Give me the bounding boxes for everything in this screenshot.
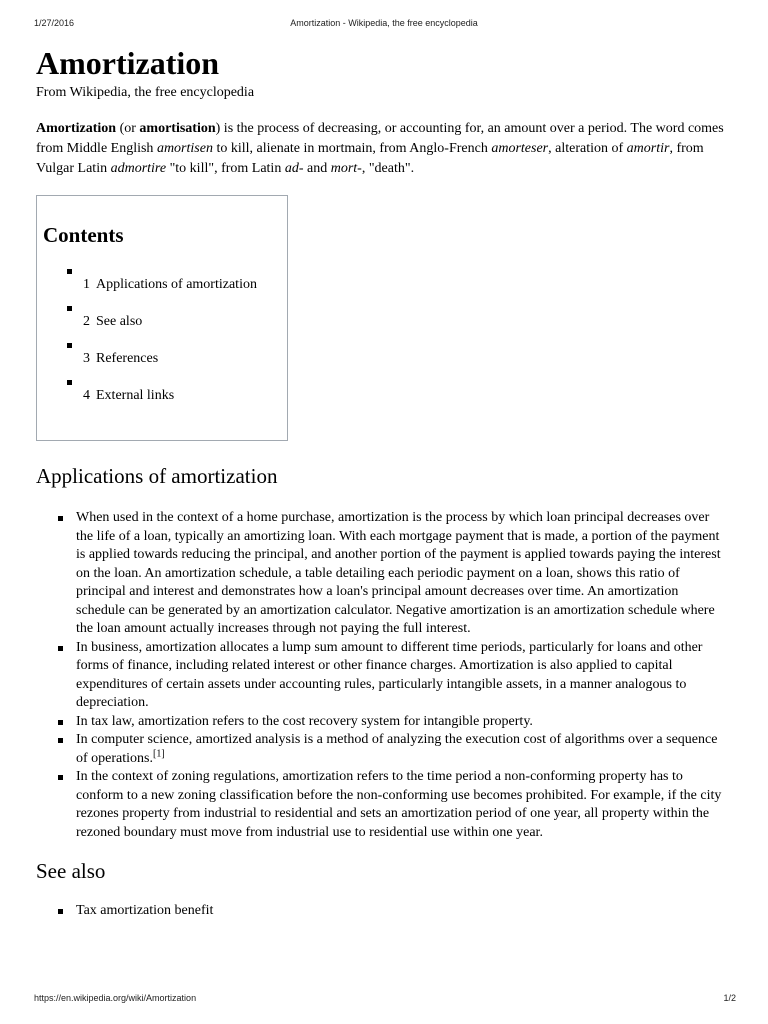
list-item: In business, amortization allocates a lump sum amount to different time periods, particularly for loans and other forms of finance, including related interest or other finance charges. Amortization is also applied to capital expenditures of certain assets under accounting rules, particularly intangible assets, in a manner analogous to depreciation. bbox=[36, 639, 726, 713]
see-also-list bbox=[36, 902, 726, 921]
list-item: When used in the context of a home purchase, amortization is the process by which loan principal decreases over the life of a loan, typically an amortizing loan. With each mortgage payment that is made, a portion of the payment is applied towards reducing the principal, and another portion of the payment is applied towards paying the interest on the loan. An amortization schedule, a table detailing each periodic payment on a loan, shows this ratio of principal and interest and demonstrates how a loan's principal amount decreases over time. An amortization schedule can be generated by an amortization calculator. Negative amortization is an amortization schedule where the loan amount actually increases through not paying the full interest. bbox=[36, 509, 726, 639]
toc-link[interactable]: 1 Applications of amortization bbox=[83, 277, 257, 292]
list-item: In the context of zoning regulations, amortization refers to the time period a non-conforming property has to conform to a new zoning classification before the non-conforming use becomes prohibited. For example, if the city rezones property from industrial to residential and sets an amortization period of one year, all property within the rezoned boundary must move from industrial use to residential use within one year. bbox=[36, 768, 726, 842]
list-item: In computer science, amortized analysis is a method of analyzing the execution cost of algorithms over a sequence of operations.[1] bbox=[36, 731, 726, 768]
list-item bbox=[36, 902, 726, 921]
bullet-icon bbox=[67, 269, 72, 274]
toc-item-applications[interactable] bbox=[37, 262, 287, 299]
table-of-contents bbox=[36, 195, 288, 441]
bullet-icon bbox=[58, 775, 63, 780]
site-tagline: From Wikipedia, the free encyclopedia bbox=[36, 85, 255, 100]
applications-list bbox=[36, 509, 726, 842]
page-title: Amortization bbox=[36, 45, 220, 81]
print-page-number: 1/2 bbox=[723, 993, 736, 1003]
intro-bold-alt-term: amortisation bbox=[139, 121, 216, 136]
toc-item-external-links[interactable] bbox=[37, 373, 287, 410]
bullet-icon bbox=[58, 646, 63, 651]
section-heading-see-also: See also bbox=[36, 859, 106, 883]
article-content bbox=[36, 44, 726, 921]
see-also-link[interactable]: Tax amortization benefit bbox=[76, 903, 214, 918]
bullet-icon bbox=[58, 720, 63, 725]
toc-title: Contents bbox=[43, 223, 124, 247]
bullet-icon bbox=[58, 516, 63, 521]
bullet-icon bbox=[67, 380, 72, 385]
reference-link[interactable]: [1] bbox=[152, 747, 165, 759]
toc-list bbox=[37, 262, 287, 410]
print-url: https://en.wikipedia.org/wiki/Amortization bbox=[34, 993, 197, 1003]
bullet-icon bbox=[67, 343, 72, 348]
print-title: Amortization - Wikipedia, the free encyclopedia bbox=[290, 18, 478, 28]
bullet-icon bbox=[58, 909, 63, 914]
intro-bold-term: Amortization bbox=[36, 121, 117, 136]
toc-item-references[interactable] bbox=[37, 336, 287, 373]
print-date: 1/27/2016 bbox=[34, 18, 75, 28]
toc-item-see-also[interactable] bbox=[37, 299, 287, 336]
list-item: In tax law, amortization refers to the cost recovery system for intangible property. bbox=[36, 713, 726, 732]
section-heading-applications: Applications of amortization bbox=[36, 464, 278, 488]
toc-link[interactable]: 3 References bbox=[83, 351, 159, 366]
bullet-icon bbox=[67, 306, 72, 311]
toc-link[interactable]: 4 External links bbox=[83, 388, 175, 403]
bullet-icon bbox=[58, 738, 63, 743]
toc-link[interactable]: 2 See also bbox=[83, 314, 143, 329]
intro-paragraph: Amortization (or amortisation) is the process of decreasing, or accounting for, an amount over a period. The word comes from Middle English amortisen to kill, alienate in mortmain, from Anglo-French amorteser, alteration of amortir, from Vulgar Latin admortire "to kill", from Latin ad- and mort-, "death". bbox=[36, 121, 724, 176]
